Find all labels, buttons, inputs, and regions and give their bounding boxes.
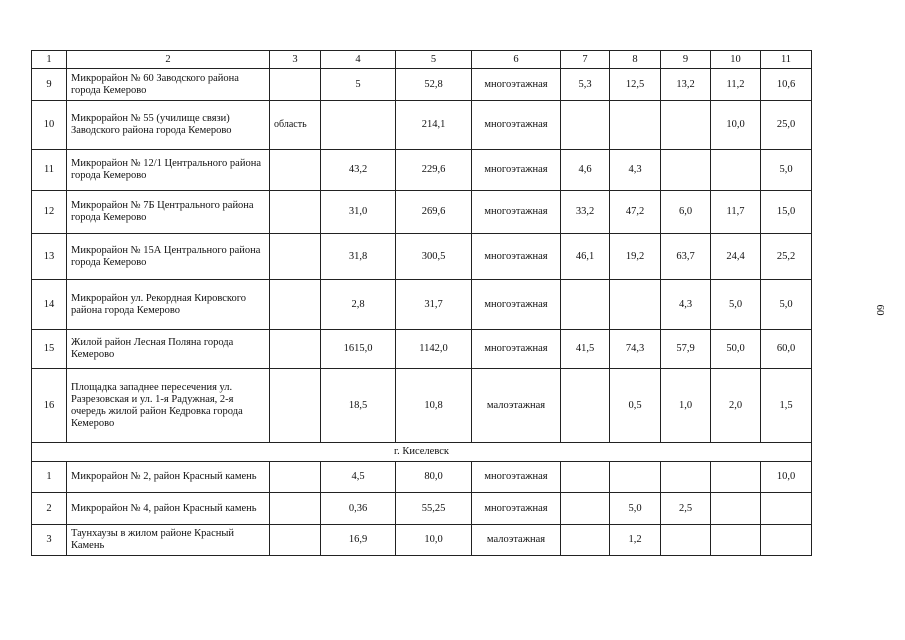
value-cell-5: 80,0 [396, 462, 472, 493]
value-cell-4: 18,5 [321, 369, 396, 443]
value-cell-8 [610, 101, 661, 150]
value-cell-4: 5 [321, 69, 396, 101]
object-name-cell: Микрорайон № 15А Центрального района города Кемерово [67, 234, 270, 280]
table-body [32, 69, 812, 556]
value-cell-10 [711, 462, 761, 493]
value-cell-5: 55,25 [396, 493, 472, 525]
building-type-cell: многоэтажная [472, 69, 561, 101]
value-cell-7: 33,2 [561, 191, 610, 234]
value-cell-11: 60,0 [761, 330, 812, 369]
value-cell-10 [711, 525, 761, 556]
value-cell-9: 4,3 [661, 280, 711, 330]
row-number-cell: 11 [32, 150, 67, 191]
table-row [32, 191, 812, 234]
value-cell-10: 24,4 [711, 234, 761, 280]
note-cell: область [270, 101, 321, 150]
note-cell [270, 369, 321, 443]
value-cell-7: 5,3 [561, 69, 610, 101]
value-cell-7 [561, 369, 610, 443]
building-type-cell: многоэтажная [472, 234, 561, 280]
value-cell-4: 16,9 [321, 525, 396, 556]
value-cell-5: 229,6 [396, 150, 472, 191]
table-row [32, 150, 812, 191]
value-cell-7 [561, 462, 610, 493]
value-cell-11: 15,0 [761, 191, 812, 234]
note-cell [270, 493, 321, 525]
note-cell [270, 525, 321, 556]
value-cell-8: 5,0 [610, 493, 661, 525]
value-cell-4 [321, 101, 396, 150]
row-number-cell: 3 [32, 525, 67, 556]
value-cell-4: 31,8 [321, 234, 396, 280]
page-number: 60 [874, 304, 886, 316]
table-row [32, 462, 812, 493]
building-type-cell: многоэтажная [472, 150, 561, 191]
building-type-cell: многоэтажная [472, 280, 561, 330]
building-type-cell: малоэтажная [472, 369, 561, 443]
section-row [32, 443, 812, 462]
value-cell-10 [711, 150, 761, 191]
value-cell-8 [610, 462, 661, 493]
object-name-cell: Микрорайон № 7Б Центрального района города Кемерово [67, 191, 270, 234]
value-cell-10 [711, 493, 761, 525]
column-header-cell: 11 [761, 51, 812, 69]
value-cell-4: 4,5 [321, 462, 396, 493]
column-header-cell: 10 [711, 51, 761, 69]
object-name-cell: Микрорайон № 60 Заводского района города Кемерово [67, 69, 270, 101]
value-cell-4: 31,0 [321, 191, 396, 234]
value-cell-5: 214,1 [396, 101, 472, 150]
data-table [31, 50, 812, 556]
table-row [32, 330, 812, 369]
table-row [32, 493, 812, 525]
row-number-cell: 13 [32, 234, 67, 280]
table-row [32, 525, 812, 556]
building-type-cell: многоэтажная [472, 330, 561, 369]
column-header-cell: 1 [32, 51, 67, 69]
value-cell-5: 10,0 [396, 525, 472, 556]
value-cell-5: 269,6 [396, 191, 472, 234]
column-header-cell: 3 [270, 51, 321, 69]
value-cell-8: 0,5 [610, 369, 661, 443]
table-row [32, 69, 812, 101]
column-header-cell: 5 [396, 51, 472, 69]
value-cell-9: 1,0 [661, 369, 711, 443]
value-cell-11: 25,0 [761, 101, 812, 150]
table-row [32, 234, 812, 280]
value-cell-5: 52,8 [396, 69, 472, 101]
table-row [32, 369, 812, 443]
value-cell-8 [610, 280, 661, 330]
object-name-cell: Микрорайон № 55 (училище связи) Заводского района города Кемерово [67, 101, 270, 150]
object-name-cell: Микрорайон № 4, район Красный камень [67, 493, 270, 525]
value-cell-5: 300,5 [396, 234, 472, 280]
object-name-cell: Таунхаузы в жилом районе Красный Камень [67, 525, 270, 556]
value-cell-5: 31,7 [396, 280, 472, 330]
value-cell-4: 43,2 [321, 150, 396, 191]
building-type-cell: многоэтажная [472, 191, 561, 234]
column-header-cell: 4 [321, 51, 396, 69]
value-cell-8: 12,5 [610, 69, 661, 101]
row-number-cell: 9 [32, 69, 67, 101]
note-cell [270, 234, 321, 280]
value-cell-9: 6,0 [661, 191, 711, 234]
building-type-cell: малоэтажная [472, 525, 561, 556]
row-number-cell: 1 [32, 462, 67, 493]
value-cell-10: 50,0 [711, 330, 761, 369]
value-cell-8: 19,2 [610, 234, 661, 280]
column-header-cell: 9 [661, 51, 711, 69]
row-number-cell: 12 [32, 191, 67, 234]
value-cell-11: 1,5 [761, 369, 812, 443]
row-number-cell: 2 [32, 493, 67, 525]
value-cell-9: 63,7 [661, 234, 711, 280]
row-number-cell: 14 [32, 280, 67, 330]
table-row [32, 101, 812, 150]
value-cell-7: 46,1 [561, 234, 610, 280]
value-cell-9 [661, 150, 711, 191]
value-cell-4: 1615,0 [321, 330, 396, 369]
column-header-cell: 7 [561, 51, 610, 69]
row-number-cell: 16 [32, 369, 67, 443]
value-cell-10: 11,7 [711, 191, 761, 234]
value-cell-9: 2,5 [661, 493, 711, 525]
value-cell-8: 1,2 [610, 525, 661, 556]
value-cell-11: 5,0 [761, 150, 812, 191]
value-cell-11 [761, 525, 812, 556]
column-header-cell: 6 [472, 51, 561, 69]
column-number-header-row [32, 51, 812, 69]
object-name-cell: Микрорайон № 12/1 Центрального района города Кемерово [67, 150, 270, 191]
value-cell-11: 25,2 [761, 234, 812, 280]
note-cell [270, 462, 321, 493]
value-cell-11: 5,0 [761, 280, 812, 330]
building-type-cell: многоэтажная [472, 493, 561, 525]
value-cell-9: 13,2 [661, 69, 711, 101]
value-cell-8: 47,2 [610, 191, 661, 234]
object-name-cell: Микрорайон ул. Рекордная Кировского района города Кемерово [67, 280, 270, 330]
value-cell-11: 10,6 [761, 69, 812, 101]
value-cell-4: 0,36 [321, 493, 396, 525]
note-cell [270, 191, 321, 234]
value-cell-9: 57,9 [661, 330, 711, 369]
value-cell-8: 4,3 [610, 150, 661, 191]
row-number-cell: 10 [32, 101, 67, 150]
note-cell [270, 330, 321, 369]
column-header-cell: 8 [610, 51, 661, 69]
value-cell-10: 11,2 [711, 69, 761, 101]
value-cell-7 [561, 101, 610, 150]
value-cell-9 [661, 462, 711, 493]
value-cell-7 [561, 280, 610, 330]
value-cell-10: 2,0 [711, 369, 761, 443]
value-cell-11 [761, 493, 812, 525]
object-name-cell: Микрорайон № 2, район Красный камень [67, 462, 270, 493]
row-number-cell: 15 [32, 330, 67, 369]
value-cell-8: 74,3 [610, 330, 661, 369]
note-cell [270, 69, 321, 101]
value-cell-7 [561, 525, 610, 556]
value-cell-7: 41,5 [561, 330, 610, 369]
section-title: г. Киселевск [32, 443, 812, 462]
object-name-cell: Площадка западнее пересечения ул. Разрезовская и ул. 1-я Радужная, 2-я очередь жилой район Кедровка города Кемерово [67, 369, 270, 443]
value-cell-11: 10,0 [761, 462, 812, 493]
value-cell-5: 1142,0 [396, 330, 472, 369]
building-type-cell: многоэтажная [472, 101, 561, 150]
value-cell-10: 10,0 [711, 101, 761, 150]
column-header-cell: 2 [67, 51, 270, 69]
value-cell-10: 5,0 [711, 280, 761, 330]
value-cell-9 [661, 525, 711, 556]
object-name-cell: Жилой район Лесная Поляна города Кемерово [67, 330, 270, 369]
note-cell [270, 150, 321, 191]
value-cell-7: 4,6 [561, 150, 610, 191]
value-cell-4: 2,8 [321, 280, 396, 330]
building-type-cell: многоэтажная [472, 462, 561, 493]
note-cell [270, 280, 321, 330]
value-cell-7 [561, 493, 610, 525]
value-cell-5: 10,8 [396, 369, 472, 443]
table-row [32, 280, 812, 330]
value-cell-9 [661, 101, 711, 150]
